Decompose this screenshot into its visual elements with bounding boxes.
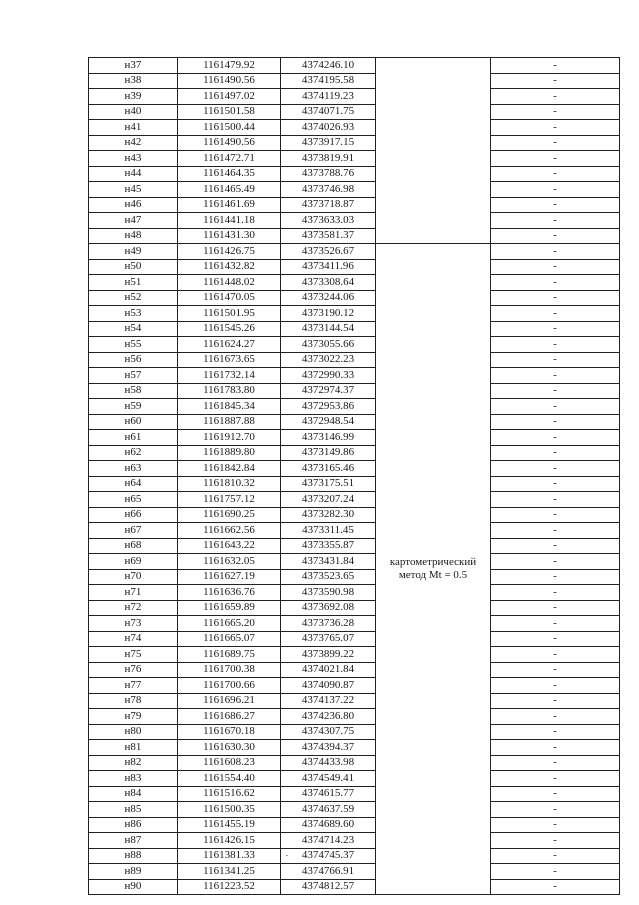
point-id-cell: н74 (89, 631, 178, 647)
method-cell-empty (376, 58, 491, 244)
note-cell: - (491, 104, 620, 120)
table-row (89, 182, 620, 198)
y-coordinate-cell: 4374195.58 (281, 73, 376, 89)
table-row (89, 430, 620, 446)
point-id-cell: н90 (89, 879, 178, 895)
note-cell: - (491, 740, 620, 756)
point-id-cell: н84 (89, 786, 178, 802)
y-coordinate-cell: 4374021.84 (281, 662, 376, 678)
x-coordinate-cell: 1161732.14 (178, 368, 281, 384)
point-id-cell: н43 (89, 151, 178, 167)
y-coordinate-cell: 4374090.87 (281, 678, 376, 694)
note-cell: - (491, 616, 620, 632)
x-coordinate-cell: 1161448.02 (178, 275, 281, 291)
y-coordinate-cell: 4373736.28 (281, 616, 376, 632)
note-cell: - (491, 492, 620, 508)
point-id-cell: н56 (89, 352, 178, 368)
x-coordinate-cell: 1161673.65 (178, 352, 281, 368)
table-row (89, 290, 620, 306)
point-id-cell: н65 (89, 492, 178, 508)
note-cell: - (491, 755, 620, 771)
y-coordinate-cell: 4373431.84 (281, 554, 376, 570)
x-coordinate-cell: 1161341.25 (178, 864, 281, 880)
note-cell: - (491, 337, 620, 353)
point-id-cell: н47 (89, 213, 178, 229)
x-coordinate-cell: 1161608.23 (178, 755, 281, 771)
note-cell: - (491, 259, 620, 275)
note-cell: - (491, 213, 620, 229)
x-coordinate-cell: 1161490.56 (178, 73, 281, 89)
point-id-cell: н79 (89, 709, 178, 725)
y-coordinate-cell: 4374766.91 (281, 864, 376, 880)
table-row (89, 631, 620, 647)
y-coordinate-cell: 4374026.93 (281, 120, 376, 136)
point-id-cell: н62 (89, 445, 178, 461)
y-coordinate-cell: 4374549.41 (281, 771, 376, 787)
y-coordinate-cell: 4373207.24 (281, 492, 376, 508)
y-coordinate-cell: 4374615.77 (281, 786, 376, 802)
note-cell: - (491, 430, 620, 446)
table-row (89, 864, 620, 880)
x-coordinate-cell: 1161690.25 (178, 507, 281, 523)
y-coordinate-cell: 4373146.99 (281, 430, 376, 446)
point-id-cell: н58 (89, 383, 178, 399)
x-coordinate-cell: 1161665.20 (178, 616, 281, 632)
point-id-cell: н63 (89, 461, 178, 477)
note-cell: - (491, 352, 620, 368)
note-cell: - (491, 693, 620, 709)
table-row (89, 120, 620, 136)
x-coordinate-cell: 1161470.05 (178, 290, 281, 306)
note-cell: - (491, 585, 620, 601)
x-coordinate-cell: 1161500.44 (178, 120, 281, 136)
table-row (89, 786, 620, 802)
table-row (89, 492, 620, 508)
table-row (89, 600, 620, 616)
y-coordinate-cell: 4373308.64 (281, 275, 376, 291)
point-id-cell: н57 (89, 368, 178, 384)
note-cell: - (491, 151, 620, 167)
y-coordinate-cell: 4373765.07 (281, 631, 376, 647)
point-id-cell: н73 (89, 616, 178, 632)
table-row (89, 817, 620, 833)
x-coordinate-cell: 1161501.95 (178, 306, 281, 322)
x-coordinate-cell: 1161501.58 (178, 104, 281, 120)
table-row (89, 197, 620, 213)
table-row (89, 538, 620, 554)
x-coordinate-cell: 1161490.56 (178, 135, 281, 151)
note-cell: - (491, 848, 620, 864)
note-cell: - (491, 864, 620, 880)
y-coordinate-cell: 4374307.75 (281, 724, 376, 740)
note-cell: - (491, 600, 620, 616)
table-row (89, 321, 620, 337)
x-coordinate-cell: 1161842.84 (178, 461, 281, 477)
y-coordinate-cell: 4373590.98 (281, 585, 376, 601)
y-coordinate-cell: 4374119.23 (281, 89, 376, 105)
y-coordinate-cell: 4374745.37 (281, 848, 376, 864)
x-coordinate-cell: 1161497.02 (178, 89, 281, 105)
point-id-cell: н87 (89, 833, 178, 849)
table-row (89, 213, 620, 229)
point-id-cell: н72 (89, 600, 178, 616)
y-coordinate-cell: 4373175.51 (281, 476, 376, 492)
y-coordinate-cell: 4373526.67 (281, 244, 376, 260)
note-cell: - (491, 166, 620, 182)
table-row (89, 755, 620, 771)
table-row (89, 554, 620, 570)
note-cell: - (491, 73, 620, 89)
point-id-cell: н66 (89, 507, 178, 523)
y-coordinate-cell: 4374071.75 (281, 104, 376, 120)
point-id-cell: н70 (89, 569, 178, 585)
y-coordinate-cell: 4373282.30 (281, 507, 376, 523)
x-coordinate-cell: 1161810.32 (178, 476, 281, 492)
table-row (89, 166, 620, 182)
table-row (89, 445, 620, 461)
note-cell: - (491, 290, 620, 306)
note-cell: - (491, 414, 620, 430)
table-row (89, 693, 620, 709)
note-cell: - (491, 321, 620, 337)
note-cell: - (491, 182, 620, 198)
point-id-cell: н85 (89, 802, 178, 818)
note-cell: - (491, 368, 620, 384)
note-cell: - (491, 724, 620, 740)
point-id-cell: н71 (89, 585, 178, 601)
x-coordinate-cell: 1161662.56 (178, 523, 281, 539)
table-row (89, 740, 620, 756)
x-coordinate-cell: 1161889.80 (178, 445, 281, 461)
point-id-cell: н81 (89, 740, 178, 756)
note-cell: - (491, 771, 620, 787)
y-coordinate-cell: 4374236.80 (281, 709, 376, 725)
note-cell: - (491, 58, 620, 74)
table-row (89, 848, 620, 864)
table-row (89, 89, 620, 105)
point-id-cell: н76 (89, 662, 178, 678)
y-coordinate-cell: 4373788.76 (281, 166, 376, 182)
y-coordinate-cell: 4373165.46 (281, 461, 376, 477)
note-cell: - (491, 244, 620, 260)
table-row (89, 709, 620, 725)
point-id-cell: н39 (89, 89, 178, 105)
y-coordinate-cell: 4372953.86 (281, 399, 376, 415)
y-coordinate-cell: 4373746.98 (281, 182, 376, 198)
note-cell: - (491, 678, 620, 694)
x-coordinate-cell: 1161223.52 (178, 879, 281, 895)
table-row (89, 228, 620, 244)
y-coordinate-cell: 4373022.23 (281, 352, 376, 368)
y-coordinate-cell: 4372990.33 (281, 368, 376, 384)
table-row (89, 306, 620, 322)
method-cell (376, 244, 491, 895)
x-coordinate-cell: 1161516.62 (178, 786, 281, 802)
y-coordinate-cell: 4373244.06 (281, 290, 376, 306)
point-id-cell: н68 (89, 538, 178, 554)
x-coordinate-cell: 1161461.69 (178, 197, 281, 213)
y-coordinate-cell: 4373311.45 (281, 523, 376, 539)
note-cell: - (491, 786, 620, 802)
note-cell: - (491, 554, 620, 570)
table-row (89, 259, 620, 275)
table-row (89, 244, 620, 260)
x-coordinate-cell: 1161686.27 (178, 709, 281, 725)
point-id-cell: н55 (89, 337, 178, 353)
note-cell: - (491, 569, 620, 585)
x-coordinate-cell: 1161465.49 (178, 182, 281, 198)
scan-speck (286, 855, 288, 856)
y-coordinate-cell: 4374433.98 (281, 755, 376, 771)
point-id-cell: н88 (89, 848, 178, 864)
table-row (89, 383, 620, 399)
note-cell: - (491, 817, 620, 833)
point-id-cell: н54 (89, 321, 178, 337)
x-coordinate-cell: 1161545.26 (178, 321, 281, 337)
x-coordinate-cell: 1161441.18 (178, 213, 281, 229)
note-cell: - (491, 399, 620, 415)
x-coordinate-cell: 1161659.89 (178, 600, 281, 616)
note-cell: - (491, 461, 620, 477)
x-coordinate-cell: 1161381.33 (178, 848, 281, 864)
y-coordinate-cell: 4373523.65 (281, 569, 376, 585)
coordinates-table (88, 57, 620, 895)
point-id-cell: н69 (89, 554, 178, 570)
point-id-cell: н45 (89, 182, 178, 198)
table-row (89, 523, 620, 539)
point-id-cell: н75 (89, 647, 178, 663)
x-coordinate-cell: 1161757.12 (178, 492, 281, 508)
x-coordinate-cell: 1161500.35 (178, 802, 281, 818)
x-coordinate-cell: 1161426.15 (178, 833, 281, 849)
table-row (89, 135, 620, 151)
x-coordinate-cell: 1161845.34 (178, 399, 281, 415)
note-cell: - (491, 879, 620, 895)
y-coordinate-cell: 4373692.08 (281, 600, 376, 616)
point-id-cell: н41 (89, 120, 178, 136)
x-coordinate-cell: 1161426.75 (178, 244, 281, 260)
x-coordinate-cell: 1161912.70 (178, 430, 281, 446)
note-cell: - (491, 275, 620, 291)
x-coordinate-cell: 1161627.19 (178, 569, 281, 585)
x-coordinate-cell: 1161643.22 (178, 538, 281, 554)
note-cell: - (491, 197, 620, 213)
point-id-cell: н83 (89, 771, 178, 787)
x-coordinate-cell: 1161432.82 (178, 259, 281, 275)
point-id-cell: н60 (89, 414, 178, 430)
table-row (89, 678, 620, 694)
point-id-cell: н40 (89, 104, 178, 120)
y-coordinate-cell: 4374246.10 (281, 58, 376, 74)
point-id-cell: н49 (89, 244, 178, 260)
table-row (89, 414, 620, 430)
table-row (89, 662, 620, 678)
table-row (89, 73, 620, 89)
point-id-cell: н46 (89, 197, 178, 213)
x-coordinate-cell: 1161479.92 (178, 58, 281, 74)
x-coordinate-cell: 1161700.38 (178, 662, 281, 678)
y-coordinate-cell: 4373144.54 (281, 321, 376, 337)
note-cell: - (491, 507, 620, 523)
x-coordinate-cell: 1161464.35 (178, 166, 281, 182)
table-row (89, 368, 620, 384)
note-cell: - (491, 120, 620, 136)
x-coordinate-cell: 1161696.21 (178, 693, 281, 709)
point-id-cell: н78 (89, 693, 178, 709)
y-coordinate-cell: 4374394.37 (281, 740, 376, 756)
point-id-cell: н52 (89, 290, 178, 306)
table-row (89, 337, 620, 353)
x-coordinate-cell: 1161632.05 (178, 554, 281, 570)
y-coordinate-cell: 4374689.60 (281, 817, 376, 833)
table-row (89, 104, 620, 120)
x-coordinate-cell: 1161887.88 (178, 414, 281, 430)
point-id-cell: н53 (89, 306, 178, 322)
note-cell: - (491, 833, 620, 849)
x-coordinate-cell: 1161665.07 (178, 631, 281, 647)
x-coordinate-cell: 1161783.80 (178, 383, 281, 399)
table-row (89, 151, 620, 167)
point-id-cell: н64 (89, 476, 178, 492)
note-cell: - (491, 662, 620, 678)
method-name: картометрический (389, 556, 477, 568)
x-coordinate-cell: 1161636.76 (178, 585, 281, 601)
y-coordinate-cell: 4374812.57 (281, 879, 376, 895)
y-coordinate-cell: 4373917.15 (281, 135, 376, 151)
point-id-cell: н42 (89, 135, 178, 151)
point-id-cell: н44 (89, 166, 178, 182)
point-id-cell: н77 (89, 678, 178, 694)
table-row (89, 569, 620, 585)
table-row (89, 352, 620, 368)
note-cell: - (491, 709, 620, 725)
y-coordinate-cell: 4374137.22 (281, 693, 376, 709)
point-id-cell: н51 (89, 275, 178, 291)
note-cell: - (491, 135, 620, 151)
x-coordinate-cell: 1161554.40 (178, 771, 281, 787)
note-cell: - (491, 445, 620, 461)
table-row (89, 275, 620, 291)
note-cell: - (491, 383, 620, 399)
y-coordinate-cell: 4373355.87 (281, 538, 376, 554)
y-coordinate-cell: 4374637.59 (281, 802, 376, 818)
y-coordinate-cell: 4373718.87 (281, 197, 376, 213)
table-row (89, 724, 620, 740)
table-row (89, 399, 620, 415)
point-id-cell: н80 (89, 724, 178, 740)
x-coordinate-cell: 1161670.18 (178, 724, 281, 740)
x-coordinate-cell: 1161700.66 (178, 678, 281, 694)
y-coordinate-cell: 4373633.03 (281, 213, 376, 229)
point-id-cell: н50 (89, 259, 178, 275)
x-coordinate-cell: 1161624.27 (178, 337, 281, 353)
table-row (89, 833, 620, 849)
y-coordinate-cell: 4374714.23 (281, 833, 376, 849)
x-coordinate-cell: 1161472.71 (178, 151, 281, 167)
note-cell: - (491, 476, 620, 492)
y-coordinate-cell: 4373055.66 (281, 337, 376, 353)
note-cell: - (491, 89, 620, 105)
note-cell: - (491, 538, 620, 554)
note-cell: - (491, 523, 620, 539)
table-row (89, 616, 620, 632)
y-coordinate-cell: 4372948.54 (281, 414, 376, 430)
table-row (89, 58, 620, 74)
note-cell: - (491, 647, 620, 663)
point-id-cell: н86 (89, 817, 178, 833)
table-row (89, 507, 620, 523)
point-id-cell: н38 (89, 73, 178, 89)
table-row (89, 647, 620, 663)
note-cell: - (491, 631, 620, 647)
y-coordinate-cell: 4373581.37 (281, 228, 376, 244)
point-id-cell: н89 (89, 864, 178, 880)
table-row (89, 879, 620, 895)
y-coordinate-cell: 4373819.91 (281, 151, 376, 167)
point-id-cell: н37 (89, 58, 178, 74)
table-row (89, 476, 620, 492)
note-cell: - (491, 306, 620, 322)
x-coordinate-cell: 1161431.30 (178, 228, 281, 244)
point-id-cell: н82 (89, 755, 178, 771)
x-coordinate-cell: 1161455.19 (178, 817, 281, 833)
table-row (89, 771, 620, 787)
table-row (89, 461, 620, 477)
x-coordinate-cell: 1161689.75 (178, 647, 281, 663)
coordinates-table-body (89, 58, 620, 895)
point-id-cell: н61 (89, 430, 178, 446)
y-coordinate-cell: 4372974.37 (281, 383, 376, 399)
y-coordinate-cell: 4373411.96 (281, 259, 376, 275)
point-id-cell: н67 (89, 523, 178, 539)
x-coordinate-cell: 1161630.30 (178, 740, 281, 756)
point-id-cell: н48 (89, 228, 178, 244)
point-id-cell: н59 (89, 399, 178, 415)
y-coordinate-cell: 4373149.86 (281, 445, 376, 461)
method-accuracy: метод Mt = 0.5 (398, 569, 468, 581)
note-cell: - (491, 228, 620, 244)
y-coordinate-cell: 4373899.22 (281, 647, 376, 663)
note-cell: - (491, 802, 620, 818)
table-row (89, 585, 620, 601)
table-row (89, 802, 620, 818)
y-coordinate-cell: 4373190.12 (281, 306, 376, 322)
